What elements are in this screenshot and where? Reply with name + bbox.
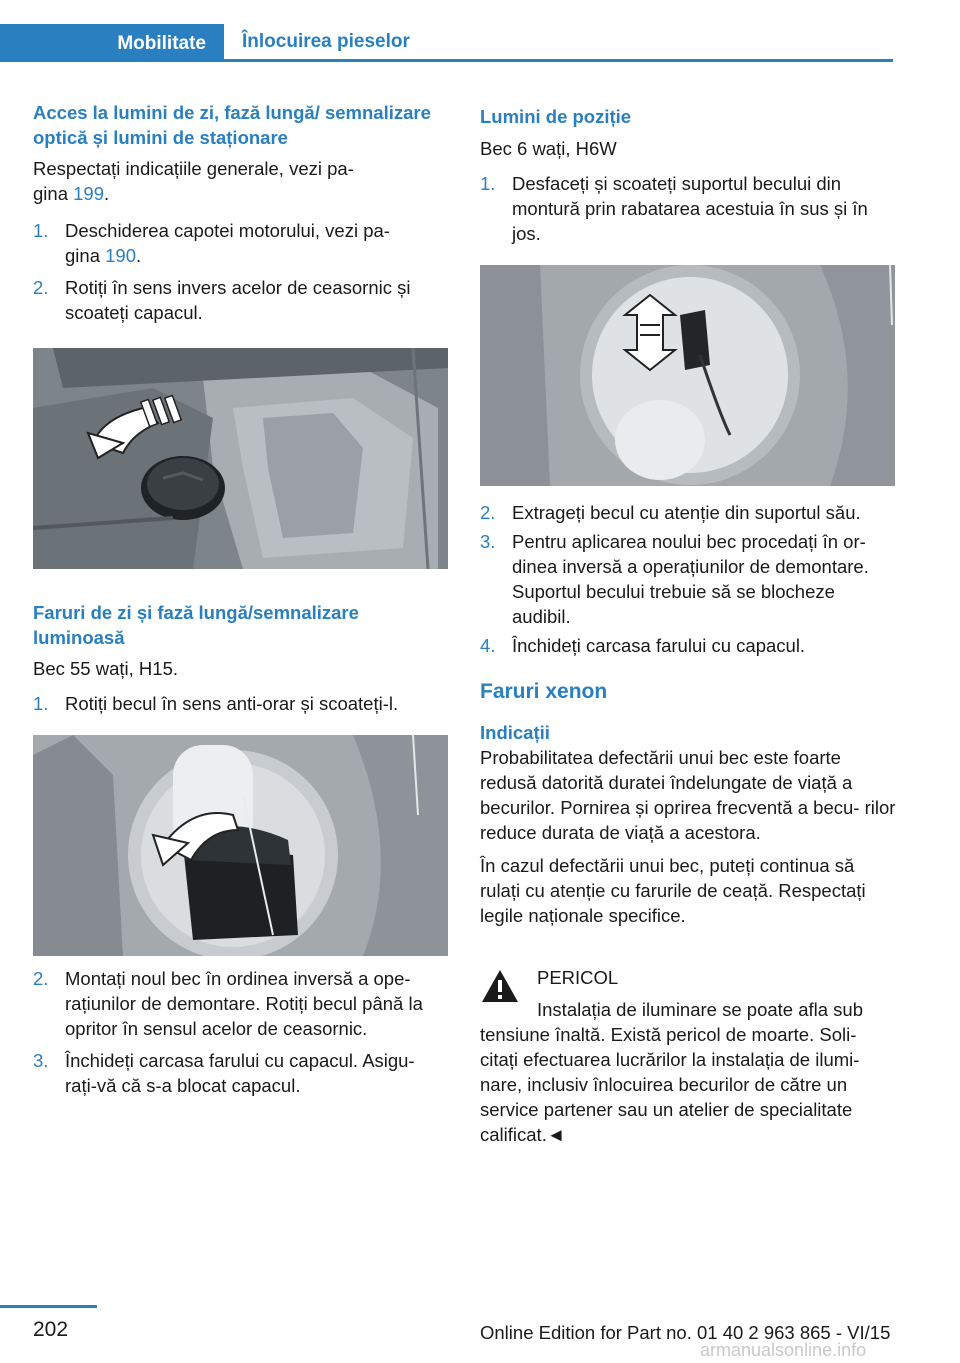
step-item: 1. Deschiderea capotei motorului, vezi pa‐ gina 190. [33, 220, 390, 266]
step-text: Montați noul bec în ordinea inversă a ope‐ rațiunilor de demontare. Rotiți becul până la opritor în sensul acelor de ceasornic. [65, 968, 423, 1039]
step-item [480, 500, 896, 525]
heading-indications: Indicații [480, 722, 550, 743]
chapter-tab: Înlocuirea pieselor [224, 24, 893, 62]
xenon-paragraph-1: Probabilitatea defectării unui bec este foarte redusă datorită duratei îndelungate de viață a becurilor. Pornirea și oprirea frecventă a becu‐ rilor reduce durata de viață a acestora. [480, 747, 896, 843]
step-item [480, 529, 896, 629]
intro-paragraph: Respectați indicațiile generale, vezi pa‐ gina 199. [33, 158, 354, 204]
left-column-bottom [33, 966, 448, 1098]
steps-h15-b [33, 966, 448, 1098]
page-number: 202 [33, 1318, 69, 1341]
step-number: 1. [480, 173, 496, 194]
step-number: 3. [480, 531, 496, 552]
step-item [33, 1048, 448, 1098]
intro-text: Respectați indicațiile generale, vezi pa‐ gina [33, 158, 354, 204]
step-number: 2. [33, 968, 49, 989]
heading-access-lights: Acces la lumini de zi, fază lungă/ semnalizare optică și lumini de staționare [33, 102, 431, 148]
step-item [480, 633, 896, 658]
bulb-spec-h15: Bec 55 wați, H15. [33, 658, 178, 679]
right-column-lower [480, 500, 896, 928]
h15-bulb-photo [33, 735, 448, 956]
step-text: Deschiderea capotei motorului, vezi pa‐ gina [65, 220, 390, 266]
step-text: Desfaceți și scoateți suportul becului din montură prin rabatarea acestuia în sus și în jos. [512, 173, 868, 244]
page-link-199[interactable]: 199 [73, 183, 104, 204]
step-text: Închideți carcasa farului cu capacul. [512, 635, 806, 656]
bulb-spec-h6w: Bec 6 wați, H6W [480, 138, 617, 159]
heading-daytime-lights: Faruri de zi și fază lungă/semnalizare luminoasă [33, 602, 359, 648]
engine-cover-photo [33, 348, 448, 569]
section-tab: Mobilitate [0, 24, 224, 62]
step-item [33, 966, 448, 1041]
step-text: Rotiți becul în sens anti-orar și scoateți-l. [65, 693, 399, 714]
steps-h15-a [33, 691, 448, 716]
page-link-190[interactable]: 190 [105, 245, 136, 266]
warning-block [480, 965, 896, 1147]
footer-rule [0, 1305, 97, 1308]
step-item [33, 691, 448, 716]
step-number: 3. [33, 1050, 49, 1071]
xenon-paragraph-2: În cazul defectării unui bec, puteți continua să rulați cu atenție cu farurile de ceață. Respectați legile naționale specifice. [480, 855, 866, 926]
step-item [480, 171, 896, 246]
warning-title: PERICOL [537, 967, 619, 988]
step-number: 4. [480, 635, 496, 656]
steps-h6w-b [480, 500, 896, 658]
right-column [480, 104, 896, 246]
left-column [33, 100, 448, 325]
heading-position-lights: Lumini de poziție [480, 106, 632, 127]
warning-first-line: Instalația de iluminare se poate afla sub [537, 999, 864, 1020]
step-text: Pentru aplicarea noului bec procedați în or‐ dinea inversă a operațiunilor de demontare. Suportul becului trebuie să se blocheze audibil. [512, 531, 869, 627]
h6w-holder-photo [480, 265, 895, 486]
step-number: 1. [33, 220, 49, 241]
step-text: Extrageți becul cu atenție din suportul său. [512, 502, 861, 523]
step-number: 1. [33, 693, 49, 714]
page-header [0, 24, 893, 62]
steps-access [33, 218, 448, 325]
watermark: armanualsonline.info [700, 1340, 867, 1360]
step-text: Închideți carcasa farului cu capacul. Asigu‐ rați-vă că s-a blocat capacul. [65, 1050, 415, 1096]
step-text: Rotiți în sens invers acelor de ceasornic și scoateți capacul. [65, 277, 411, 323]
step-number: 2. [480, 502, 496, 523]
step-item [33, 275, 448, 325]
steps-h6w-a [480, 171, 896, 246]
step-number: 2. [33, 277, 49, 298]
heading-xenon: Faruri xenon [480, 680, 608, 703]
edition-note: Online Edition for Part no. 01 40 2 963 865 - VI/15 [480, 1322, 891, 1343]
left-column-lower [33, 600, 448, 716]
warning-text: tensiune înaltă. Există pericol de moarte. Soli‐ citați efectuarea lucrărilor la instalația de ilumi‐ nare, inclusiv înlocuirea becurilor de către un service partener sau un atelier de specialitate calificat.◄ [480, 1024, 860, 1145]
